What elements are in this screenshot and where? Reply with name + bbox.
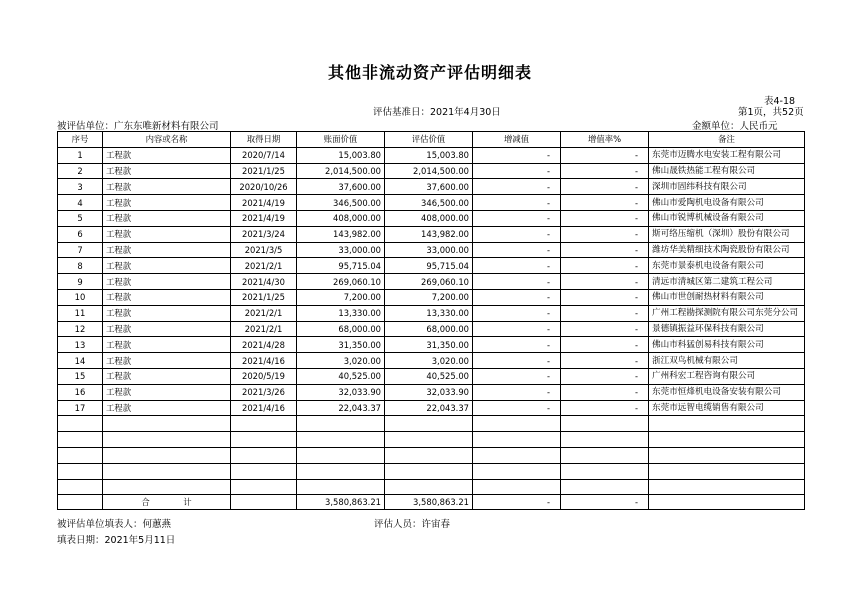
row-date: 2021/3/5 <box>231 242 297 258</box>
row-diff: - <box>473 384 561 400</box>
row-date: 2021/4/28 <box>231 337 297 353</box>
filler-name: 被评估单位填表人：何蕙燕 <box>57 519 172 530</box>
row-eval-value: 22,043.37 <box>385 400 473 416</box>
row-book-value: 33,000.00 <box>297 242 385 258</box>
row-eval-value: 7,200.00 <box>385 289 473 305</box>
table-row <box>58 274 805 290</box>
empty-row <box>58 447 805 463</box>
table-number: 表4-18 <box>764 96 796 107</box>
empty-row <box>58 479 805 495</box>
table-row <box>58 305 805 321</box>
row-name: 工程款 <box>103 274 231 290</box>
row-rate: - <box>561 258 649 274</box>
row-book-value: 95,715.04 <box>297 258 385 274</box>
row-name: 工程款 <box>103 163 231 179</box>
row-date: 2021/4/16 <box>231 353 297 369</box>
row-note: 浙江双鸟机械有限公司 <box>649 353 805 369</box>
row-note: 佛山市科猛创易科技有限公司 <box>649 337 805 353</box>
total-diff: - <box>473 495 561 510</box>
total-date-cell <box>231 495 297 510</box>
row-note: 佛山市世创耐热材料有限公司 <box>649 289 805 305</box>
header-row <box>58 132 805 148</box>
row-no: 9 <box>58 274 103 290</box>
row-eval-value: 37,600.00 <box>385 179 473 195</box>
row-name: 工程款 <box>103 353 231 369</box>
row-diff: - <box>473 400 561 416</box>
currency-unit: 金额单位：人民币元 <box>692 121 778 132</box>
total-label: 合 计 <box>103 495 231 510</box>
row-eval-value: 3,020.00 <box>385 353 473 369</box>
empty-row <box>58 416 805 432</box>
row-date: 2021/2/1 <box>231 321 297 337</box>
row-rate: - <box>561 242 649 258</box>
row-date: 2021/1/25 <box>231 289 297 305</box>
table-row <box>58 258 805 274</box>
row-book-value: 13,330.00 <box>297 305 385 321</box>
row-book-value: 7,200.00 <box>297 289 385 305</box>
row-eval-value: 408,000.00 <box>385 210 473 226</box>
table-row <box>58 289 805 305</box>
row-book-value: 40,525.00 <box>297 368 385 384</box>
row-name: 工程款 <box>103 147 231 163</box>
row-rate: - <box>561 226 649 242</box>
row-date: 2021/1/25 <box>231 163 297 179</box>
table-row <box>58 147 805 163</box>
total-no-cell <box>58 495 103 510</box>
row-name: 工程款 <box>103 289 231 305</box>
row-diff: - <box>473 242 561 258</box>
row-date: 2020/5/19 <box>231 368 297 384</box>
row-date: 2021/4/30 <box>231 274 297 290</box>
row-rate: - <box>561 368 649 384</box>
total-note-cell <box>649 495 805 510</box>
table-row <box>58 353 805 369</box>
base-date: 评估基准日：2021年4月30日 <box>373 107 501 118</box>
row-diff: - <box>473 179 561 195</box>
row-date: 2021/3/26 <box>231 384 297 400</box>
row-rate: - <box>561 210 649 226</box>
row-rate: - <box>561 147 649 163</box>
row-eval-value: 40,525.00 <box>385 368 473 384</box>
total-row <box>58 495 805 510</box>
appraised-unit: 被评估单位：广东东唯新材料有限公司 <box>57 121 219 132</box>
row-no: 3 <box>58 179 103 195</box>
row-no: 17 <box>58 400 103 416</box>
row-book-value: 22,043.37 <box>297 400 385 416</box>
page-info: 第1页，共52页 <box>738 107 804 118</box>
row-diff: - <box>473 337 561 353</box>
row-eval-value: 143,982.00 <box>385 226 473 242</box>
row-date: 2020/10/26 <box>231 179 297 195</box>
row-note: 佛山晟铁热能工程有限公司 <box>649 163 805 179</box>
row-book-value: 3,020.00 <box>297 353 385 369</box>
fill-date: 填表日期：2021年5月11日 <box>57 535 176 546</box>
total-book-value: 3,580,863.21 <box>297 495 385 510</box>
row-note: 佛山市爱陶机电设备有限公司 <box>649 195 805 211</box>
row-rate: - <box>561 305 649 321</box>
col-header-eval-value: 评估价值 <box>385 132 473 148</box>
row-note: 景德镇振益环保科技有限公司 <box>649 321 805 337</box>
row-date: 2021/4/19 <box>231 195 297 211</box>
row-name: 工程款 <box>103 210 231 226</box>
row-note: 东莞市恒烽机电设备安装有限公司 <box>649 384 805 400</box>
row-name: 工程款 <box>103 305 231 321</box>
detail-table <box>57 131 805 510</box>
row-diff: - <box>473 226 561 242</box>
page-title: 其他非流动资产评估明细表 <box>327 63 532 82</box>
row-book-value: 269,060.10 <box>297 274 385 290</box>
table-row <box>58 337 805 353</box>
row-eval-value: 95,715.04 <box>385 258 473 274</box>
row-name: 工程款 <box>103 337 231 353</box>
row-book-value: 346,500.00 <box>297 195 385 211</box>
col-header-book-value: 账面价值 <box>297 132 385 148</box>
total-eval-value: 3,580,863.21 <box>385 495 473 510</box>
total-rate: - <box>561 495 649 510</box>
row-note: 广州科宏工程咨询有限公司 <box>649 368 805 384</box>
row-date: 2021/2/1 <box>231 305 297 321</box>
row-book-value: 2,014,500.00 <box>297 163 385 179</box>
row-date: 2021/2/1 <box>231 258 297 274</box>
row-eval-value: 32,033.90 <box>385 384 473 400</box>
row-diff: - <box>473 368 561 384</box>
row-rate: - <box>561 400 649 416</box>
row-no: 1 <box>58 147 103 163</box>
col-header-date: 取得日期 <box>231 132 297 148</box>
table-row <box>58 195 805 211</box>
row-name: 工程款 <box>103 179 231 195</box>
row-eval-value: 33,000.00 <box>385 242 473 258</box>
row-name: 工程款 <box>103 400 231 416</box>
row-no: 2 <box>58 163 103 179</box>
row-rate: - <box>561 353 649 369</box>
row-diff: - <box>473 258 561 274</box>
row-book-value: 31,350.00 <box>297 337 385 353</box>
row-eval-value: 13,330.00 <box>385 305 473 321</box>
table-row <box>58 368 805 384</box>
row-no: 7 <box>58 242 103 258</box>
table-row <box>58 179 805 195</box>
row-rate: - <box>561 289 649 305</box>
row-no: 15 <box>58 368 103 384</box>
row-eval-value: 31,350.00 <box>385 337 473 353</box>
row-note: 东莞市远智电缆销售有限公司 <box>649 400 805 416</box>
row-diff: - <box>473 210 561 226</box>
row-diff: - <box>473 163 561 179</box>
row-name: 工程款 <box>103 195 231 211</box>
row-date: 2021/4/19 <box>231 210 297 226</box>
row-eval-value: 269,060.10 <box>385 274 473 290</box>
row-book-value: 32,033.90 <box>297 384 385 400</box>
row-name: 工程款 <box>103 258 231 274</box>
row-name: 工程款 <box>103 242 231 258</box>
row-name: 工程款 <box>103 368 231 384</box>
table-row <box>58 226 805 242</box>
row-note: 斯可络压缩机（深圳）股份有限公司 <box>649 226 805 242</box>
row-book-value: 68,000.00 <box>297 321 385 337</box>
row-no: 12 <box>58 321 103 337</box>
row-eval-value: 15,003.80 <box>385 147 473 163</box>
row-book-value: 408,000.00 <box>297 210 385 226</box>
empty-row <box>58 463 805 479</box>
col-header-note: 备注 <box>649 132 805 148</box>
col-header-name: 内容或名称 <box>103 132 231 148</box>
row-note: 东莞市迈腾水电安装工程有限公司 <box>649 147 805 163</box>
row-no: 13 <box>58 337 103 353</box>
row-diff: - <box>473 321 561 337</box>
row-rate: - <box>561 179 649 195</box>
row-eval-value: 2,014,500.00 <box>385 163 473 179</box>
row-rate: - <box>561 337 649 353</box>
row-eval-value: 346,500.00 <box>385 195 473 211</box>
row-note: 深圳市固纬科技有限公司 <box>649 179 805 195</box>
row-note: 东莞市景泰机电设备有限公司 <box>649 258 805 274</box>
col-header-no: 序号 <box>58 132 103 148</box>
row-rate: - <box>561 274 649 290</box>
row-no: 4 <box>58 195 103 211</box>
row-eval-value: 68,000.00 <box>385 321 473 337</box>
row-name: 工程款 <box>103 226 231 242</box>
col-header-rate: 增值率% <box>561 132 649 148</box>
row-name: 工程款 <box>103 321 231 337</box>
row-name: 工程款 <box>103 384 231 400</box>
row-rate: - <box>561 195 649 211</box>
row-rate: - <box>561 163 649 179</box>
row-book-value: 143,982.00 <box>297 226 385 242</box>
row-no: 14 <box>58 353 103 369</box>
row-no: 8 <box>58 258 103 274</box>
row-diff: - <box>473 289 561 305</box>
row-diff: - <box>473 195 561 211</box>
table-row <box>58 242 805 258</box>
row-book-value: 15,003.80 <box>297 147 385 163</box>
table-row <box>58 163 805 179</box>
row-book-value: 37,600.00 <box>297 179 385 195</box>
row-rate: - <box>561 321 649 337</box>
row-diff: - <box>473 274 561 290</box>
row-no: 5 <box>58 210 103 226</box>
row-rate: - <box>561 384 649 400</box>
table-row <box>58 384 805 400</box>
row-no: 16 <box>58 384 103 400</box>
row-date: 2021/3/24 <box>231 226 297 242</box>
row-note: 潍坊华美精细技术陶瓷股份有限公司 <box>649 242 805 258</box>
row-no: 11 <box>58 305 103 321</box>
empty-row <box>58 432 805 448</box>
table-row <box>58 210 805 226</box>
row-diff: - <box>473 147 561 163</box>
table-row <box>58 321 805 337</box>
row-no: 6 <box>58 226 103 242</box>
table-row <box>58 400 805 416</box>
row-date: 2021/4/16 <box>231 400 297 416</box>
col-header-diff: 增减值 <box>473 132 561 148</box>
row-note: 佛山市锐博机械设备有限公司 <box>649 210 805 226</box>
row-no: 10 <box>58 289 103 305</box>
row-diff: - <box>473 305 561 321</box>
row-note: 清远市清城区第二建筑工程公司 <box>649 274 805 290</box>
row-date: 2020/7/14 <box>231 147 297 163</box>
appraiser-name: 评估人员：许宙春 <box>374 519 451 530</box>
row-diff: - <box>473 353 561 369</box>
row-note: 广州工程勘探测院有限公司东莞分公司 <box>649 305 805 321</box>
